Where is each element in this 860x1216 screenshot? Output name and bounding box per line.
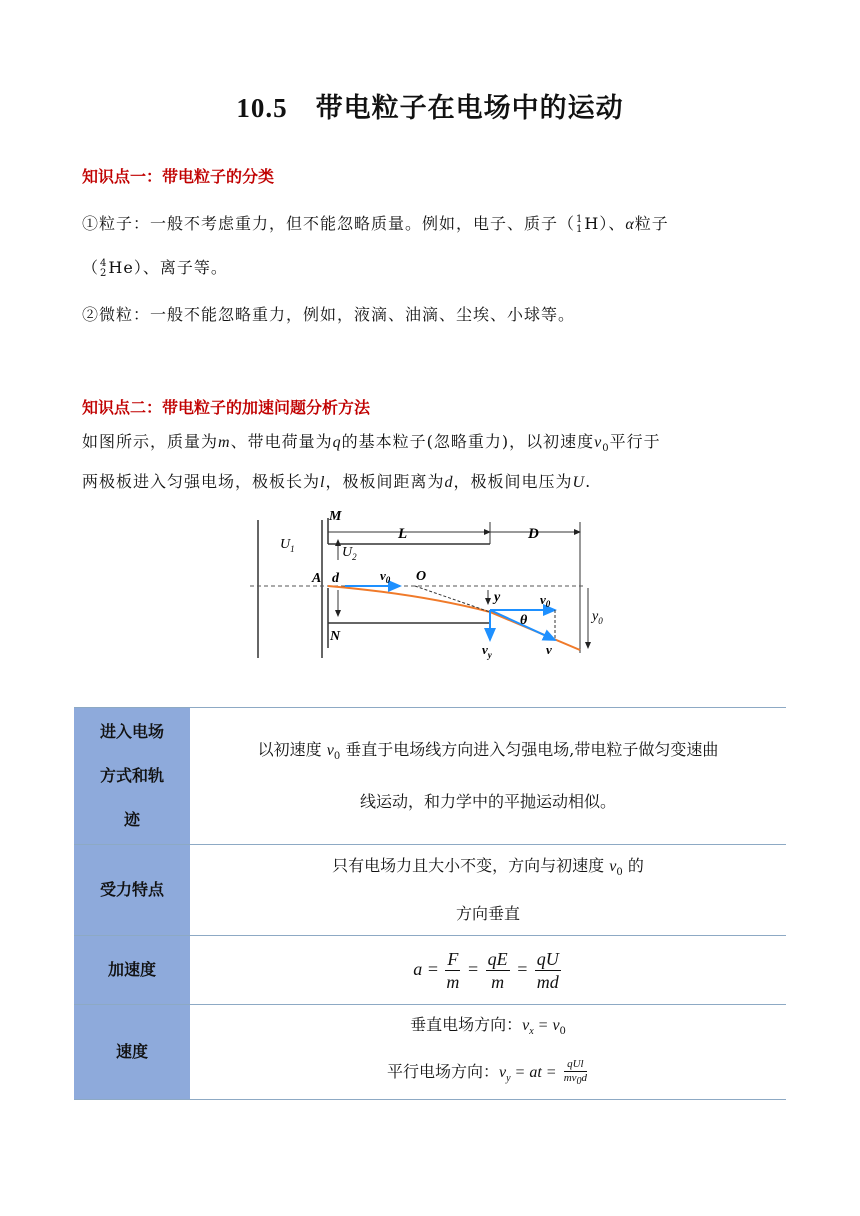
velocity-fraction: $\frac{\text{qUl}}{mv_0d}$ bbox=[563, 1057, 588, 1087]
acceleration-formula: a = $\frac{F}{m}$ = $\frac{qE}{m}$ = $\frac{qU}{md}$ bbox=[413, 949, 559, 993]
label-y0: $y_0$ bbox=[592, 609, 603, 626]
label-a: A bbox=[312, 571, 322, 586]
section2-heading: 知识点二：带电粒子的加速问题分析方法 bbox=[82, 398, 371, 417]
page-title: 10.5 带电粒子在电场中的运动 bbox=[236, 93, 624, 124]
section2-paragraph: 如图所示，质量为m、带电荷量为q的基本粒子(忽略重力)，以初速度$v_0$平行于 两极板进入匀强电场，极板长为l，极板间距离为d，极板间电压为U. bbox=[82, 432, 661, 492]
label-u2: $U_2$ bbox=[342, 545, 357, 562]
row-label: 加速度 bbox=[74, 936, 190, 1005]
label-d-gap: D bbox=[528, 526, 539, 542]
section1-line2: （ 4 2 He）、离子等。 bbox=[82, 257, 228, 279]
row-label: 速度 bbox=[74, 1005, 190, 1100]
table-row bbox=[74, 708, 786, 845]
section1-line1: ①粒子：一般不考虑重力，但不能忽略质量。例如，电子、质子（ 1 1 H）、α粒子 bbox=[82, 213, 669, 235]
label-l: L bbox=[398, 526, 408, 542]
label-vy: $v_y$ bbox=[482, 642, 492, 660]
table-row bbox=[74, 936, 786, 1005]
label-v: v bbox=[546, 642, 552, 657]
table-row bbox=[74, 845, 786, 936]
row-label: 受力特点 bbox=[74, 845, 190, 936]
table-row bbox=[74, 1005, 786, 1100]
deflection-diagram bbox=[250, 508, 620, 663]
row-body bbox=[190, 936, 786, 1005]
helium-symbol-prefix: 4 2 bbox=[100, 257, 108, 279]
label-m: M bbox=[329, 509, 342, 524]
hydrogen-symbol-prefix: 1 1 bbox=[576, 213, 584, 235]
label-y: y bbox=[494, 590, 501, 605]
label-d: d bbox=[332, 571, 339, 586]
label-u1: $U_1$ bbox=[280, 537, 295, 554]
row-body: 垂直电场方向：$v_x = v_0$ 平行电场方向：$v_y$ = at = $\frac{\text{qUl}}{mv_0d}$ bbox=[190, 1005, 786, 1100]
info-table bbox=[74, 707, 786, 1100]
label-o: O bbox=[416, 569, 427, 584]
label-v0b: $v_0$ bbox=[540, 592, 551, 609]
row-label: 进入电场 方式和轨 迹 bbox=[74, 708, 190, 845]
row-body: 只有电场力且大小不变，方向与初速度 $v_0$ 的 方向垂直 bbox=[190, 845, 786, 936]
label-v0: $v_0$ bbox=[380, 568, 391, 585]
label-theta: θ bbox=[520, 613, 528, 628]
row-body: 以初速度 $v_0$ 垂直于电场线方向进入匀强电场,带电粒子做匀变速曲 线运动，和力学中的平抛运动相似。 bbox=[190, 708, 786, 845]
label-n: N bbox=[330, 629, 341, 644]
section1-line3: ②微粒：一般不能忽略重力，例如，液滴、油滴、尘埃、小球等。 bbox=[82, 305, 576, 324]
section1-heading: 知识点一：带电粒子的分类 bbox=[82, 167, 275, 186]
